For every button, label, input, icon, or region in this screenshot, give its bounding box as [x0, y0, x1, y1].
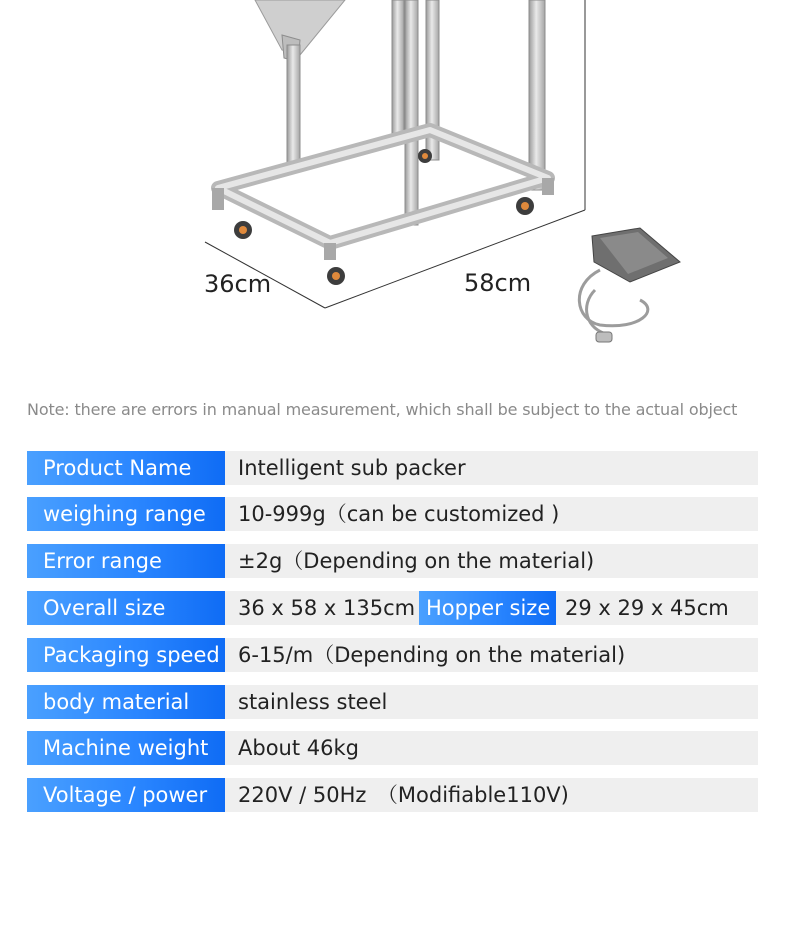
- spec-value: About 46kg: [238, 736, 359, 760]
- foot-pedal: [579, 228, 680, 342]
- spec-label: Product Name: [27, 451, 225, 485]
- spec-value: 220V / 50Hz （Modifiable110V): [238, 783, 569, 807]
- spec-row-weighing-range: [27, 497, 758, 531]
- spec-label: Error range: [27, 544, 225, 578]
- spec-row-overall-size: [27, 591, 758, 625]
- spec-value: Intelligent sub packer: [238, 456, 466, 480]
- machine-illustration: [0, 0, 790, 360]
- spec-label: body material: [27, 685, 225, 719]
- spec-value: 36 x 58 x 135cm: [238, 596, 416, 620]
- spec-label: Machine weight: [27, 731, 225, 765]
- spec-value: ±2g（Depending on the material): [238, 549, 595, 573]
- spec-row-voltage-power: [27, 778, 758, 812]
- spec-value: 6-15/m（Depending on the material): [238, 643, 626, 667]
- width-dimension-label: 58cm: [464, 269, 532, 297]
- spec-row-body-material: [27, 685, 758, 719]
- measurement-note: Note: there are errors in manual measurement, which shall be subject to the actual object: [27, 400, 738, 419]
- base-frame: [218, 130, 548, 260]
- spec-value-hopper-size: 29 x 29 x 45cm: [565, 596, 729, 620]
- spec-label: Overall size: [27, 591, 225, 625]
- spec-row-product-name: [27, 451, 758, 485]
- spec-label: weighing range: [27, 497, 225, 531]
- depth-dimension-label: 36cm: [204, 270, 272, 298]
- spec-value: 10-999g（can be customized ): [238, 502, 560, 526]
- spec-label: Voltage / power: [27, 778, 225, 812]
- spec-row-packaging-speed: [27, 638, 758, 672]
- spec-row-error-range: [27, 544, 758, 578]
- spec-label: Packaging speed: [27, 638, 225, 672]
- spec-row-machine-weight: [27, 731, 758, 765]
- spec-label-hopper-size: Hopper size: [419, 591, 556, 625]
- spec-value: stainless steel: [238, 690, 388, 714]
